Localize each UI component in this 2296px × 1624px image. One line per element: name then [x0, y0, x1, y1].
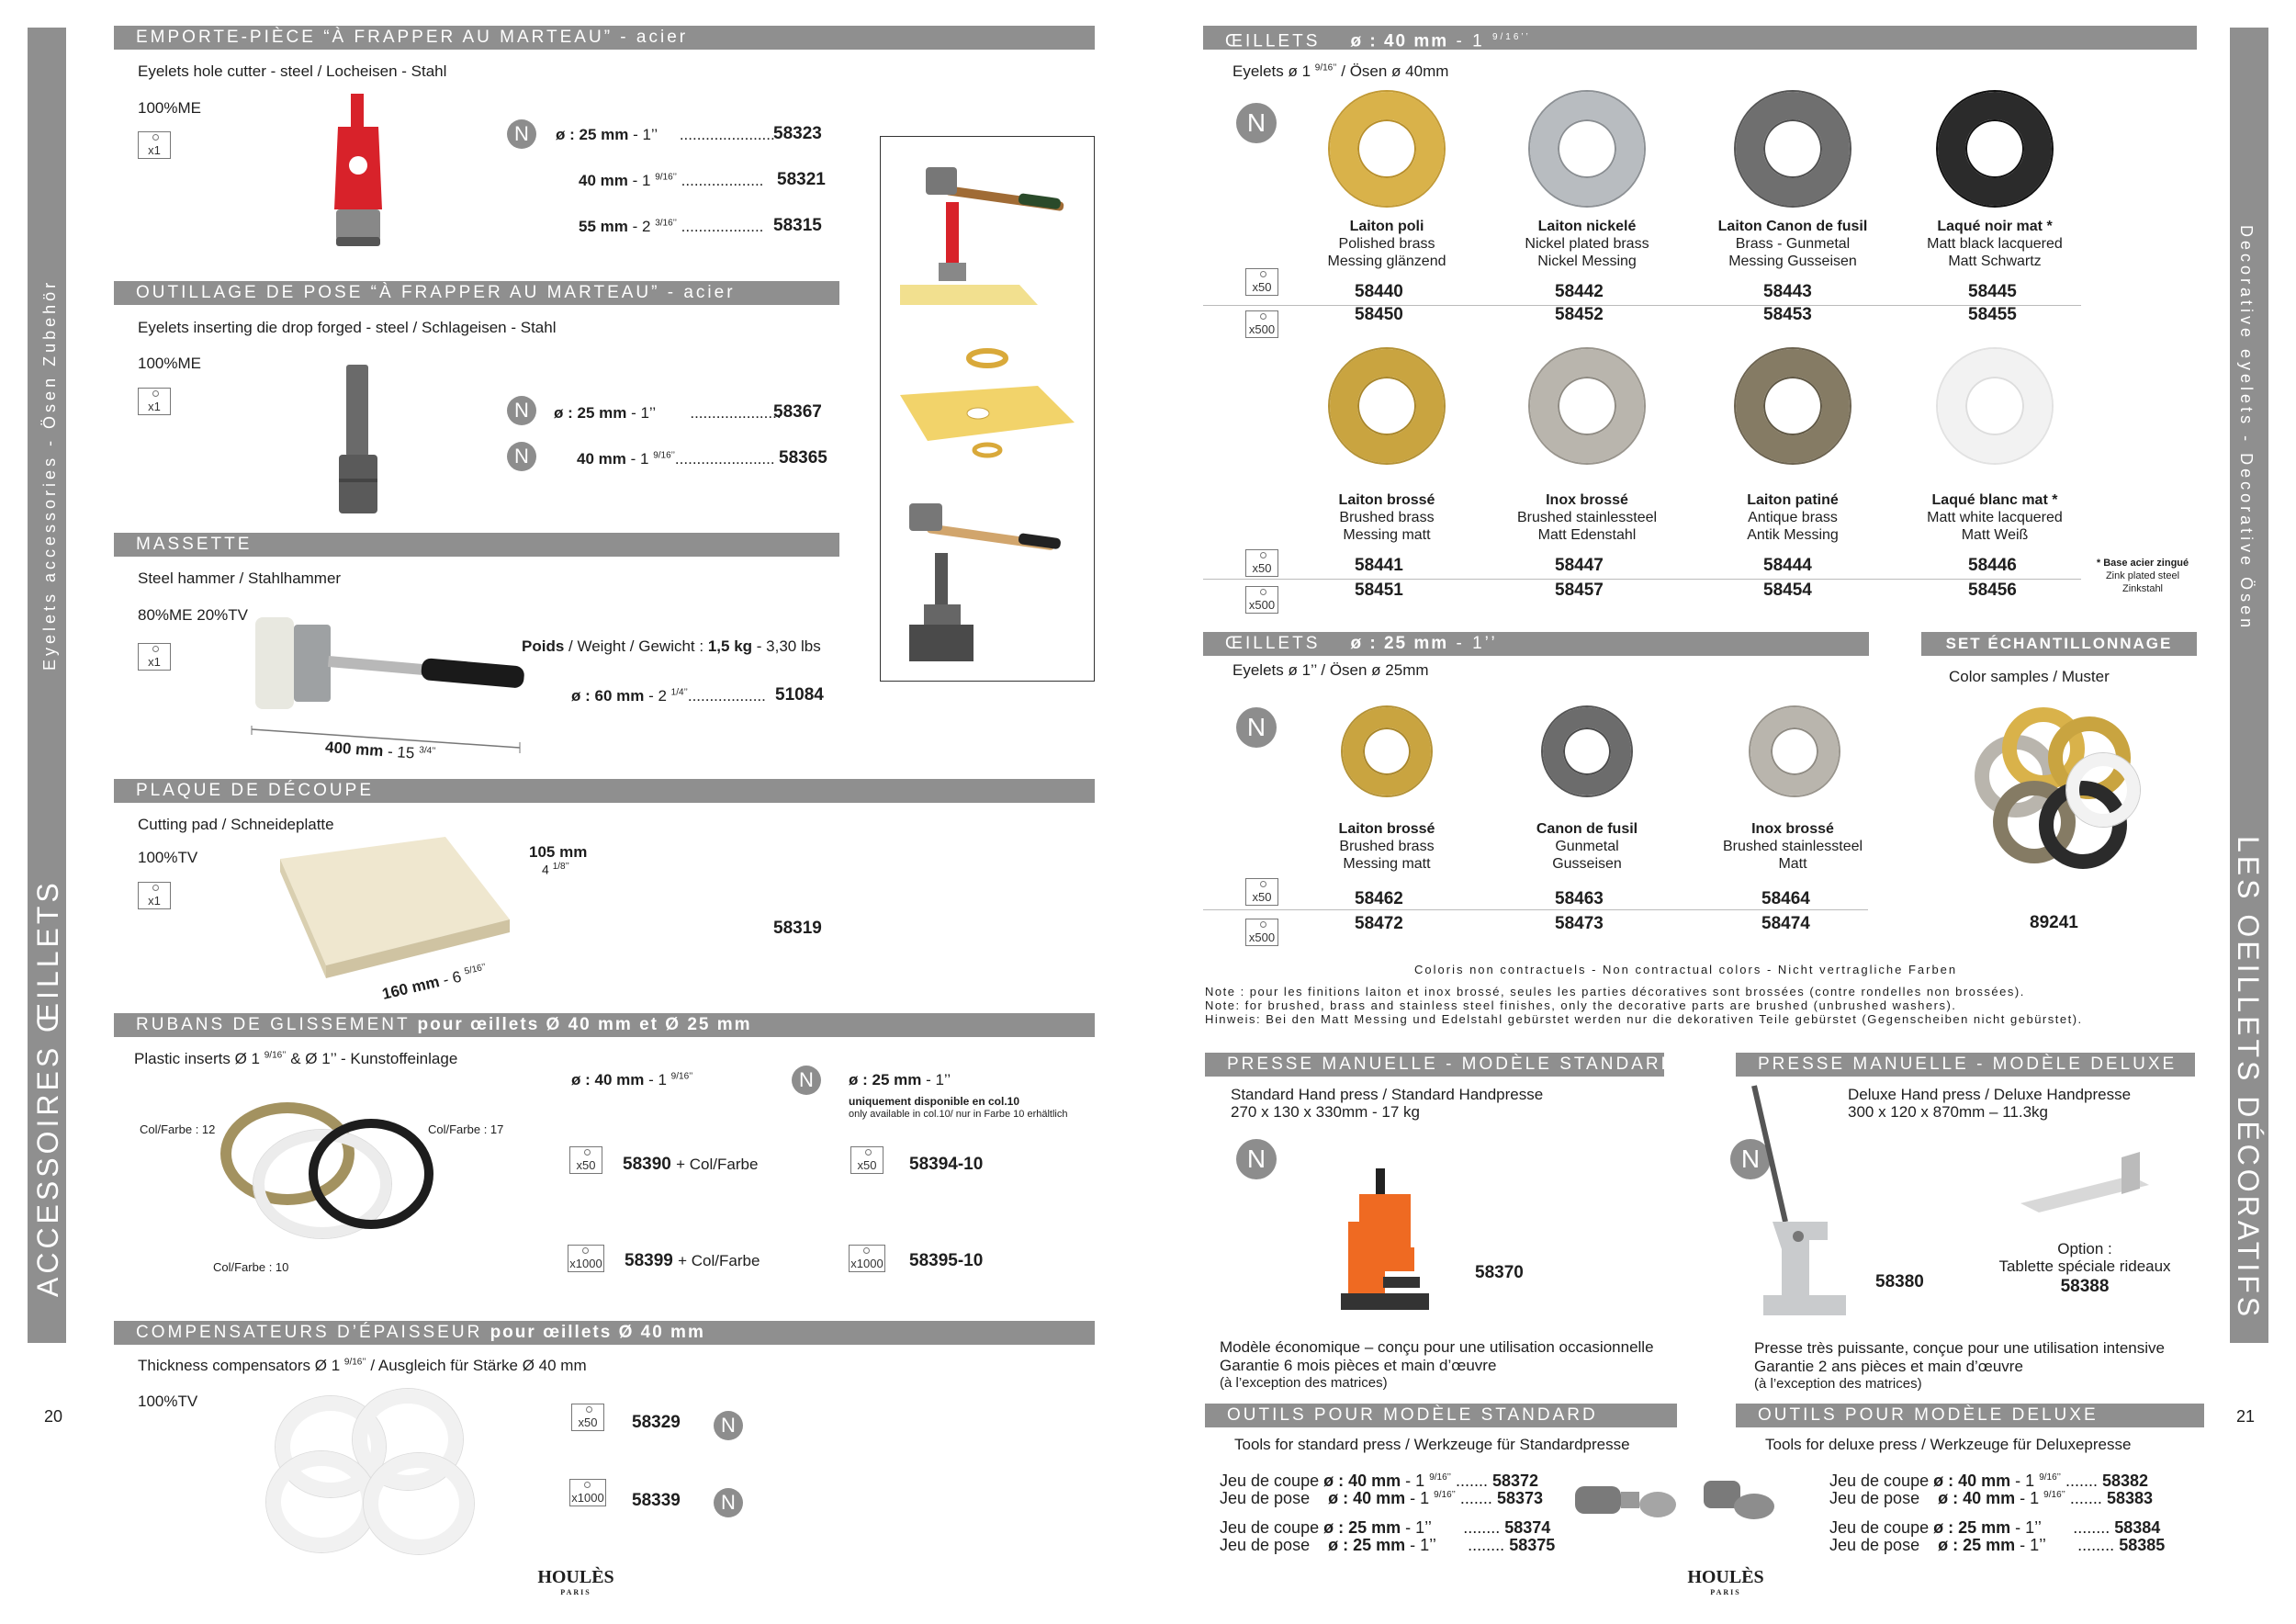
hammer-cutter-illustration	[891, 147, 1084, 312]
eyelet-ref-58462: 58462	[1355, 889, 1403, 908]
section-press-standard-title: PRESSE MANUELLE - MODÈLE STANDARD	[1205, 1053, 1664, 1077]
samples-image	[1965, 698, 2149, 882]
inserting-die-row-25: ø : 25 mm - 1’’ .....................	[554, 404, 782, 422]
tool-row-58372: Jeu de coupe ø : 40 mm - 1 $^{9/16’’}$ ....... 58372	[1220, 1472, 1539, 1490]
plastic-inserts-subtitle: Plastic inserts Ø 1 $^{9/16’’}$ & Ø 1’’ - Kunstoffeinlage	[134, 1050, 458, 1067]
inserting-die-new-badge-25: N	[507, 396, 536, 425]
curtain-shelf-image	[2011, 1148, 2158, 1231]
press-standard-ref-58370: 58370	[1475, 1263, 1524, 1282]
section-eyelets-40-title: ŒILLETS ø : 40 mm - 1 $^{9/16’’}$	[1203, 26, 2197, 50]
section-press-deluxe-title: PRESSE MANUELLE - MODÈLE DELUXE	[1736, 1053, 2195, 1077]
plastic-inserts-ref-58395-10: 58395-10	[909, 1251, 984, 1270]
eyelet-ref-58454: 58454	[1763, 581, 1812, 600]
press-standard-desc2: Garantie 6 mois pièces et main d’œuvre	[1220, 1357, 1497, 1374]
hammer-length: 400 mm - 15 $^{3/4’’}$	[324, 738, 436, 762]
eyelet-ref-58441: 58441	[1355, 556, 1403, 575]
eyelet-ref-58450: 58450	[1355, 305, 1403, 324]
cutting-pad-subtitle: Cutting pad / Schneideplatte	[138, 816, 334, 833]
right-page-number: 21	[2236, 1407, 2256, 1426]
plastic-inserts-pack-50-b: x50	[850, 1146, 884, 1174]
eyelet-ref-58455: 58455	[1968, 305, 2017, 324]
section-samples-title: SET ÉCHANTILLONNAGE	[1921, 632, 2197, 656]
tool-row-58383: Jeu de pose ø : 40 mm - 1 $^{9/16’’}$ ....... 58383	[1829, 1489, 2154, 1507]
inserting-die-subtitle: Eyelets inserting die drop forged - steel / Schlageisen - Stahl	[138, 319, 557, 336]
cutting-pad-image	[271, 831, 519, 978]
eyelet-ref-58440: 58440	[1355, 282, 1403, 301]
compensator-ring-3	[266, 1451, 377, 1552]
tool-row-58384: Jeu de coupe ø : 25 mm - 1’’ ........ 58384	[1829, 1518, 2161, 1537]
eyelets-40-row1-pack-500: x500	[1245, 310, 1278, 338]
eyelets-40-row1-divider	[1203, 305, 2081, 306]
inserting-die-new-badge-40: N	[507, 442, 536, 471]
inserting-die-row-40: 40 mm - 1 $^{9/16’’}$.......................	[577, 450, 775, 468]
compensators-ref-58329: 58329	[632, 1413, 681, 1432]
compensators-ref-58339: 58339	[632, 1491, 681, 1510]
eyelet-58441	[1330, 349, 1444, 463]
tool-row-58385: Jeu de pose ø : 25 mm - 1’’ ........ 58385	[1829, 1536, 2166, 1554]
right-logo: HOULÈS PARIS	[1687, 1567, 1764, 1596]
eyelet-caption-58447: Inox brossé Brushed stainlessteel Matt Edenstahl	[1516, 492, 1658, 543]
plastic-inserts-ref-58399: 58399 + Col/Farbe	[625, 1251, 760, 1270]
option-desc: Tablette spéciale rideaux	[1998, 1257, 2171, 1275]
hole-cutter-ref-58321: 58321	[777, 170, 826, 189]
eyelet-caption-58440: Laiton poli Polished brass Messing glänzend	[1327, 219, 1446, 269]
press-standard-sub1: Standard Hand press / Standard Handpresse	[1231, 1086, 1544, 1103]
plastic-inserts-note: only available in col.10/ nur in Farbe 10 erhältlich	[849, 1109, 1068, 1120]
compensators-composition: 100%TV	[138, 1393, 198, 1410]
eyelets-25-pack-50: x50	[1245, 878, 1278, 906]
note-de: Hinweis: Bei den Matt Messing und Edelstahl gebürstet werden nur die dekorativen Teile gebürstet (Gegenscheiben nicht gebürstet).	[1205, 1012, 2083, 1026]
hammer-composition: 80%ME 20%TV	[138, 606, 248, 624]
tools-images	[1566, 1470, 1786, 1534]
section-plastic-inserts-title: RUBANS DE GLISSEMENT pour œillets Ø 40 mm et Ø 25 mm	[114, 1013, 1095, 1037]
press-deluxe-sub2: 300 x 120 x 870mm – 11.3kg	[1848, 1103, 2048, 1121]
eyelet-ref-58446: 58446	[1968, 556, 2017, 575]
plastic-inserts-note-bold: uniquement disponible en col.10	[849, 1095, 1020, 1108]
eyelet-caption-58445: Laqué noir mat * Matt black lacquered Matt Schwartz	[1927, 219, 2063, 269]
cutting-pad-ref-58319: 58319	[773, 919, 822, 938]
eyelet-ref-58447: 58447	[1555, 556, 1604, 575]
plastic-inserts-ref-58394-10: 58394-10	[909, 1155, 984, 1174]
cutting-pad-dim-105: 105 mm	[529, 843, 588, 861]
press-standard-sub2: 270 x 130 x 330mm - 17 kg	[1231, 1103, 1421, 1121]
plastic-inserts-pack-1000-b: x1000	[849, 1245, 885, 1272]
plastic-inserts-header-25: ø : 25 mm - 1’’	[849, 1071, 951, 1088]
inserting-die-ref-58367: 58367	[773, 402, 822, 422]
eyelets-40-subtitle: Eyelets ø 1 $^{9/16’’}$ / Ösen ø 40mm	[1232, 62, 1449, 80]
hammer-image	[248, 606, 542, 726]
press-standard-desc1: Modèle économique – conçu pour une utilisation occasionnelle	[1220, 1338, 1654, 1356]
hole-cutter-subtitle: Eyelets hole cutter - steel / Locheisen - Stahl	[138, 62, 447, 80]
section-inserting-die-title: OUTILLAGE DE POSE “À FRAPPER AU MARTEAU” - acier	[114, 281, 839, 305]
section-eyelets-25-title: ŒILLETS ø : 25 mm - 1’’	[1203, 632, 1869, 656]
plastic-inserts-new-badge: N	[792, 1066, 821, 1095]
eyelet-ref-58472: 58472	[1355, 914, 1403, 933]
eyelet-58462	[1343, 707, 1431, 795]
eyelets-40-row2-divider	[1203, 579, 2081, 580]
hole-cutter-new-badge: N	[507, 119, 536, 149]
plastic-inserts-pack-50-a: x50	[569, 1146, 602, 1174]
hole-cutter-ref-58323: 58323	[773, 124, 822, 143]
eyelet-58444	[1736, 349, 1850, 463]
eyelets-25-subtitle: Eyelets ø 1’’ / Ösen ø 25mm	[1232, 661, 1429, 679]
inserting-die-image	[326, 363, 390, 519]
eyelet-caption-58444: Laiton patiné Antique brass Antik Messing	[1747, 492, 1839, 543]
eyelet-ref-58443: 58443	[1763, 282, 1812, 301]
inserting-die-pack: x1	[138, 388, 171, 415]
hammer-row-60: ø : 60 mm - 2 $^{1/4’’}$..................	[571, 687, 766, 705]
hammer-pack: x1	[138, 643, 171, 671]
eyelet-ref-58463: 58463	[1555, 889, 1604, 908]
samples-subtitle: Color samples / Muster	[1949, 668, 2110, 685]
hammer-subtitle: Steel hammer / Stahlhammer	[138, 570, 342, 587]
samples-ref-89241: 89241	[2030, 913, 2078, 932]
eyelet-caption-58441: Laiton brossé Brushed brass Messing matt	[1338, 492, 1435, 543]
compensators-subtitle: Thickness compensators Ø 1 $^{9/16’’}$ / Ausgleich für Stärke Ø 40 mm	[138, 1357, 587, 1374]
press-deluxe-desc1: Presse très puissante, conçue pour une utilisation intensive	[1754, 1339, 2165, 1357]
eyelets-40-new-badge: N	[1236, 103, 1277, 143]
right-spine-title: LES OEILLETS DÉCORATIFS	[2232, 836, 2265, 1321]
press-standard-desc3: (à l’exception des matrices)	[1220, 1375, 1388, 1391]
eyelets-25-divider	[1203, 909, 1868, 910]
hole-cutter-ref-58315: 58315	[773, 216, 822, 235]
eyelets-footnote: * Base acier zingué Zink plated steel Zinkstahl	[2096, 558, 2189, 594]
hole-cutter-composition: 100%ME	[138, 99, 201, 117]
eyelet-58440	[1330, 92, 1444, 206]
section-tools-deluxe-title: OUTILS POUR MODÈLE DELUXE	[1736, 1404, 2204, 1427]
hammer-weight: Poids / Weight / Gewicht : 1,5 kg - 3,30 lbs	[522, 637, 821, 655]
cutting-pad-dim-105-imp: 4 $^{1/8’’}$	[542, 862, 569, 877]
eyelet-ref-58457: 58457	[1555, 581, 1604, 600]
eyelet-ref-58453: 58453	[1763, 305, 1812, 324]
right-spine-subtitle: Decorative eyelets - Decorative Ösen	[2237, 225, 2256, 632]
press-deluxe-desc2: Garantie 2 ans pièces et main d’œuvre	[1754, 1358, 2023, 1375]
press-deluxe-desc3: (à l’exception des matrices)	[1754, 1376, 1922, 1392]
eyelets-25-new-badge: N	[1236, 707, 1277, 748]
press-deluxe-image	[1745, 1084, 1864, 1323]
hole-cutter-image	[321, 92, 395, 257]
cutting-pad-pack: x1	[138, 882, 171, 909]
eyelet-caption-58462: Laiton brossé Brushed brass Messing matt	[1338, 821, 1435, 872]
tool-row-58382: Jeu de coupe ø : 40 mm - 1 $^{9/16’’}$ ....... 58382	[1829, 1472, 2149, 1490]
eyelets-40-row1-pack-50: x50	[1245, 268, 1278, 296]
cutting-pad-dim-160: 160 mm - 6 $^{5/16’’}$	[380, 962, 488, 1003]
plastic-inserts-pack-1000-a: x1000	[568, 1245, 604, 1272]
compensators-pack-1000: x1000	[569, 1479, 606, 1506]
cutting-pad-composition: 100%TV	[138, 849, 198, 866]
eyelet-ref-58473: 58473	[1555, 914, 1604, 933]
tool-row-58375: Jeu de pose ø : 25 mm - 1’’ ........ 58375	[1220, 1536, 1556, 1554]
left-logo: HOULÈS PARIS	[537, 1567, 614, 1596]
plastic-inserts-ref-58390: 58390 + Col/Farbe	[623, 1155, 759, 1174]
eyelet-58463	[1543, 707, 1631, 795]
compensators-new-badge-a: N	[714, 1411, 743, 1440]
eyelet-ref-58444: 58444	[1763, 556, 1812, 575]
eyelet-ref-58474: 58474	[1761, 914, 1810, 933]
insert-ring-col17	[309, 1119, 433, 1229]
section-tools-standard-title: OUTILS POUR MODÈLE STANDARD	[1205, 1404, 1677, 1427]
inserting-die-ref-58365: 58365	[779, 448, 827, 468]
eyelet-ref-58451: 58451	[1355, 581, 1403, 600]
hole-cutter-pack: x1	[138, 131, 171, 159]
tool-row-58373: Jeu de pose ø : 40 mm - 1 $^{9/16’’}$ ....... 58373	[1220, 1489, 1544, 1507]
eyelet-ref-58445: 58445	[1968, 282, 2017, 301]
press-standard-new-badge: N	[1236, 1139, 1277, 1179]
plastic-inserts-col10: Col/Farbe : 10	[213, 1260, 289, 1274]
colors-disclaimer: Coloris non contractuels - Non contractual colors - Nicht vertragliche Farben	[1414, 963, 1958, 976]
note-en: Note: for brushed, brass and stainless steel finishes, only the decorative parts are brushed (unbrushed washers).	[1205, 998, 1957, 1012]
hammer-setter-illustration	[891, 487, 1084, 671]
hammer-ref-51084: 51084	[775, 685, 824, 705]
eyelet-58445	[1938, 92, 2052, 206]
hole-cutter-row-25: ø : 25 mm - 1’’ ......................	[556, 126, 775, 143]
tools-deluxe-subtitle: Tools for deluxe press / Werkzeuge für Deluxepresse	[1765, 1436, 2132, 1453]
inserting-die-composition: 100%ME	[138, 355, 201, 372]
eyelet-caption-58446: Laqué blanc mat * Matt white lacquered Matt Weiß	[1927, 492, 2063, 543]
press-deluxe-ref-58380: 58380	[1875, 1272, 1924, 1291]
tool-row-58374: Jeu de coupe ø : 25 mm - 1’’ ........ 58374	[1220, 1518, 1551, 1537]
section-hole-cutter-title: EMPORTE-PIÈCE “À FRAPPER AU MARTEAU” - acier	[114, 26, 1095, 50]
left-spine-title: ACCESSOIRES ŒILLETS	[31, 879, 64, 1297]
eyelet-caption-58442: Laiton nickelé Nickel plated brass Nickel Messing	[1525, 219, 1649, 269]
eyelets-25-pack-500: x500	[1245, 919, 1278, 946]
eyelet-caption-58463: Canon de fusil Gunmetal Gusseisen	[1536, 821, 1638, 872]
tools-standard-subtitle: Tools for standard press / Werkzeuge für Standardpresse	[1234, 1436, 1630, 1453]
press-standard-image	[1332, 1167, 1442, 1314]
eyelet-58443	[1736, 92, 1850, 206]
section-cutting-pad-title: PLAQUE DE DÉCOUPE	[114, 779, 1095, 803]
option-label: Option :	[2057, 1240, 2112, 1257]
section-hammer-title: MASSETTE	[114, 533, 839, 557]
eyelet-ref-58442: 58442	[1555, 282, 1604, 301]
eyelet-ref-58456: 58456	[1968, 581, 2017, 600]
eyelets-40-row2-pack-50: x50	[1245, 549, 1278, 577]
press-deluxe-new-badge: N	[1730, 1139, 1771, 1179]
eyelet-58442	[1530, 92, 1644, 206]
compensators-pack-50: x50	[571, 1404, 604, 1431]
left-spine-subtitle: Eyelets accessories - Ösen Zubehör	[40, 278, 59, 671]
hole-cutter-row-55: 55 mm - 2 $^{3/16’’}$ ...................	[579, 218, 764, 235]
press-deluxe-sub1: Deluxe Hand press / Deluxe Handpresse	[1848, 1086, 2132, 1103]
hole-cutter-row-40: 40 mm - 1 $^{9/16’’}$ ...................	[579, 172, 764, 189]
section-compensators-title: COMPENSATEURS D’ÉPAISSEUR pour œillets Ø 40 mm	[114, 1321, 1095, 1345]
plastic-inserts-col17: Col/Farbe : 17	[428, 1122, 504, 1136]
compensators-new-badge-b: N	[714, 1488, 743, 1517]
option-ref-58388: 58388	[2060, 1277, 2110, 1296]
eyelet-58464	[1750, 707, 1839, 795]
eyelet-placement-illustration	[891, 340, 1084, 468]
eyelet-58446	[1938, 349, 2052, 463]
eyelet-caption-58464: Inox brossé Brushed stainlessteel Matt	[1722, 821, 1863, 872]
eyelet-caption-58443: Laiton Canon de fusil Brass - Gunmetal Messing Gusseisen	[1717, 219, 1868, 269]
plastic-inserts-col12: Col/Farbe : 12	[140, 1122, 216, 1136]
eyelets-40-row2-pack-500: x500	[1245, 586, 1278, 614]
eyelet-58447	[1530, 349, 1644, 463]
note-fr: Note : pour les finitions laiton et inox brossé, seules les parties décoratives sont brossées (contre rondelles non brossées).	[1205, 985, 2025, 998]
compensator-ring-4	[364, 1453, 474, 1554]
eyelet-ref-58464: 58464	[1761, 889, 1810, 908]
eyelet-ref-58452: 58452	[1555, 305, 1604, 324]
plastic-inserts-header-40: ø : 40 mm - 1 $^{9/16’’}$	[571, 1071, 693, 1088]
left-page-number: 20	[44, 1407, 63, 1426]
